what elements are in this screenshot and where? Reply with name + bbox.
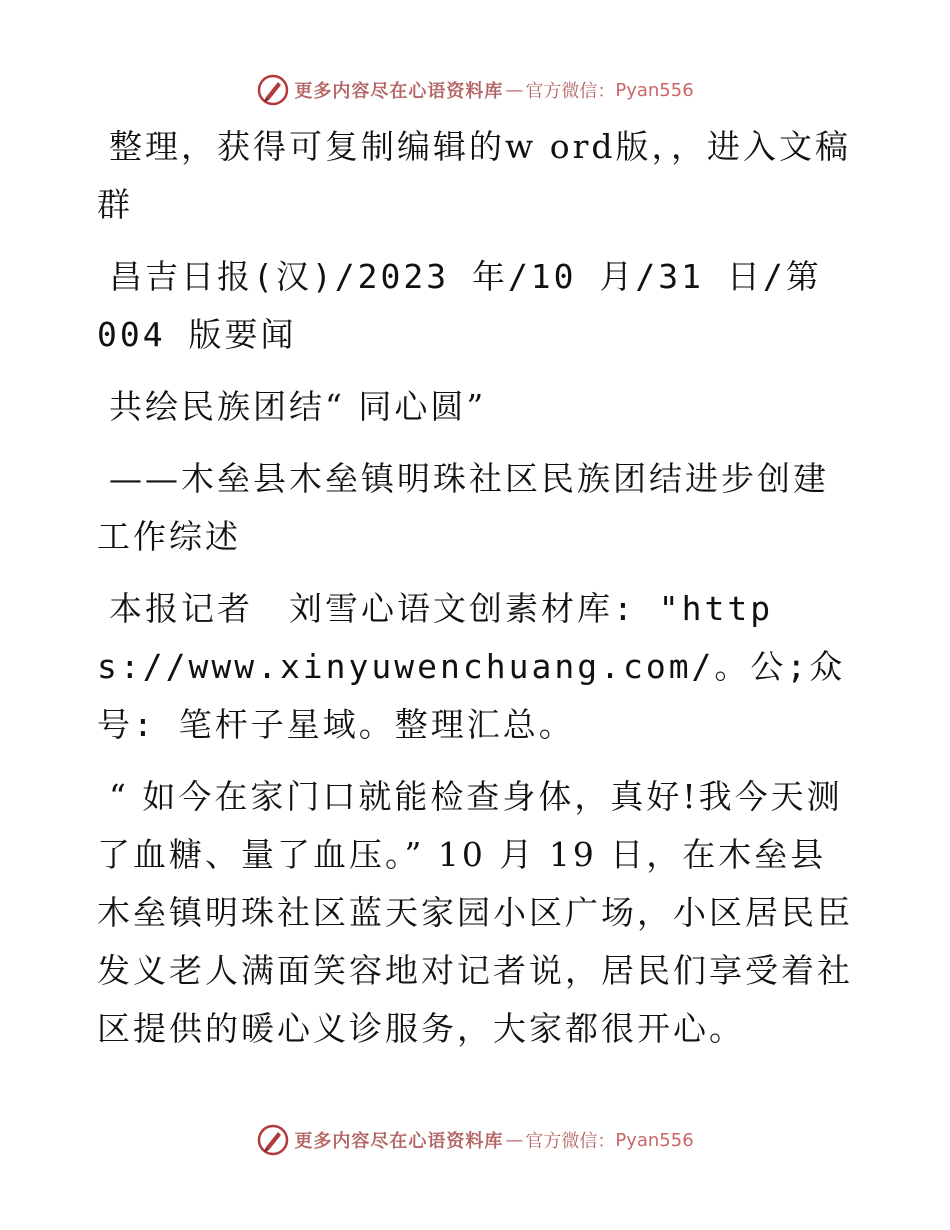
document-body: [97, 118, 853, 1072]
watermark-separator: —: [505, 79, 524, 101]
watermark-wechat-id: Pyan556: [615, 1129, 694, 1151]
watermark-wechat-id: Pyan556: [615, 79, 694, 101]
intro-paragraph: 整理，获得可复制编辑的w ord版，，进入文稿群: [97, 127, 852, 224]
watermark-separator: —: [505, 1129, 524, 1151]
article-title: 共绘民族团结“ 同心圆”: [109, 387, 487, 426]
source-line: 昌吉日报(汉)/2023 年/10 月/31 日/第 004 版要闻: [97, 257, 822, 354]
pen-logo-icon: [256, 73, 290, 107]
watermark-wechat-label: 官方微信：: [525, 81, 616, 102]
article-subtitle: ——木垒县木垒镇明珠社区民族团结进步创建工作综述: [97, 459, 829, 556]
byline-paragraph: 本报记者 刘雪心语文创素材库: "https://www.xinyuwenchuang.com/。公;众号: 笔杆子星域。整理汇总。: [97, 589, 846, 744]
body-paragraph: “ 如今在家门口就能检查身体，真好!我今天测了血糖、量了血压。” 10 月 19 日，在木垒县木垒镇明珠社区蓝天家园小区广场，小区居民臣发义老人满面笑容地对记者说，居民们享受着社区提供的暖心义诊服务，大家都很开心。: [97, 777, 853, 1048]
footer-watermark: [0, 1120, 950, 1160]
watermark-wechat-label: 官方微信：: [525, 1131, 616, 1152]
header-watermark: [0, 70, 950, 110]
watermark-text: 更多内容尽在心语资料库: [294, 1131, 504, 1152]
pen-logo-icon: [256, 1123, 290, 1157]
watermark-text: 更多内容尽在心语资料库: [294, 81, 504, 102]
